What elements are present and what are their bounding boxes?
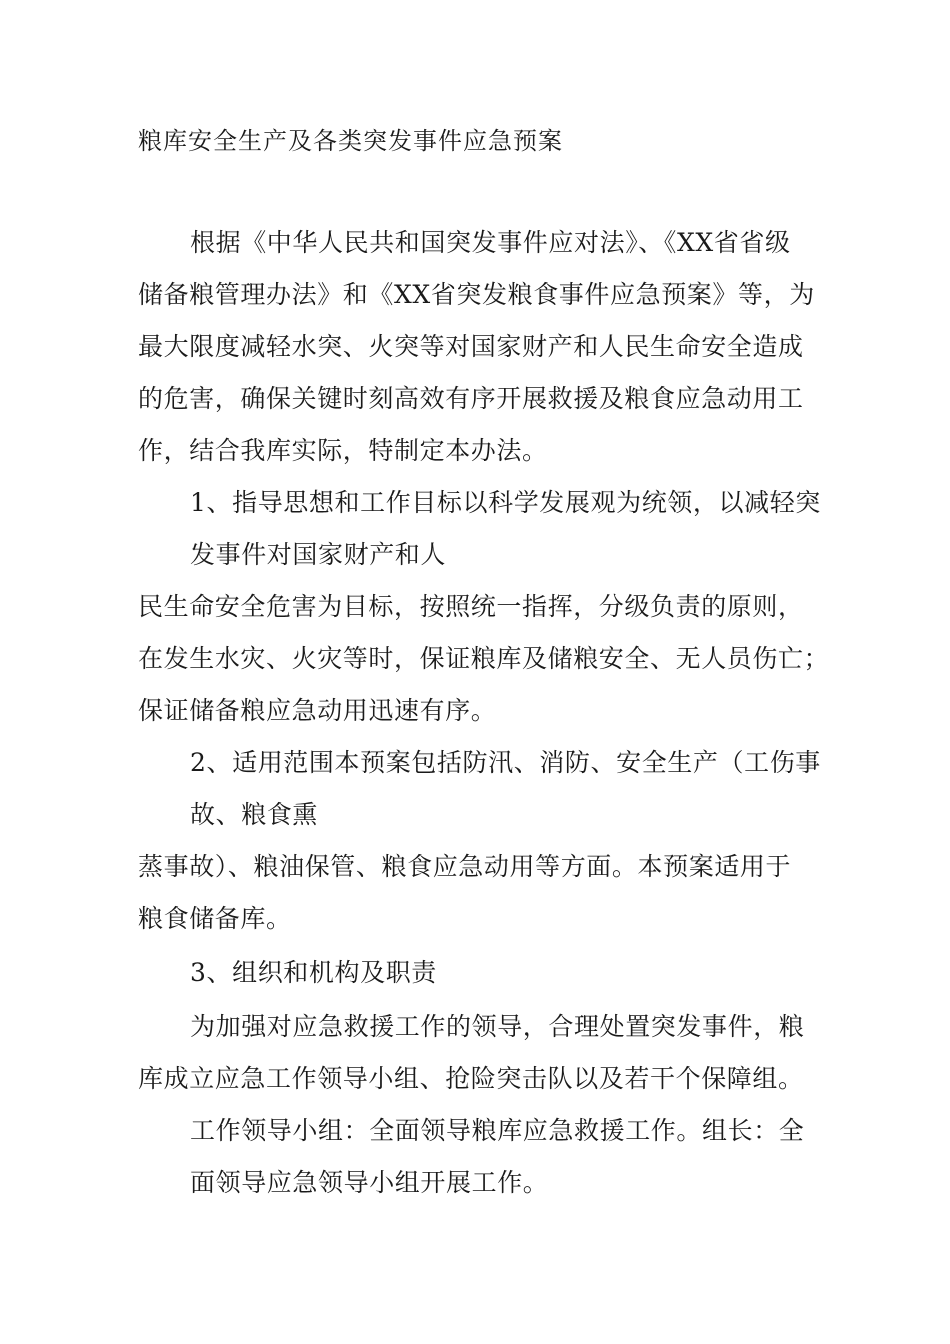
text-line: 根据《中华人民共和国突发事件应对法》、《XX省省级 — [190, 228, 791, 257]
text-line: 库成立应急工作领导小组、抢险突击队以及若干个保障组。 — [138, 1064, 804, 1093]
text-line: 为加强对应急救援工作的领导，合理处置突发事件，粮 — [190, 1012, 805, 1041]
text-line: 1、指导思想和工作目标以科学发展观为统领，以减轻突 — [190, 488, 821, 517]
document-title: 粮库安全生产及各类突发事件应急预案 — [138, 127, 563, 155]
text-line: 储备粮管理办法》和《XX省突发粮食事件应急预案》等，为 — [138, 280, 815, 309]
text-line: 蒸事故）、粮油保管、粮食应急动用等方面。本预案适用于 — [138, 852, 792, 881]
text-line: 的危害，确保关键时刻高效有序开展救援及粮食应急动用工 — [138, 384, 804, 413]
text-line: 发事件对国家财产和人 — [190, 540, 447, 569]
text-line: 3、组织和机构及职责 — [190, 958, 437, 987]
text-line: 2、适用范围本预案包括防汛、消防、安全生产（工伤事 — [190, 748, 821, 777]
text-line: 民生命安全危害为目标，按照统一指挥，分级负责的原则， — [138, 592, 804, 621]
text-line: 在发生水灾、火灾等时，保证粮库及储粮安全、无人员伤亡； — [138, 644, 830, 673]
text-line: 作，结合我库实际，特制定本办法。 — [138, 436, 548, 465]
text-line: 最大限度减轻水突、火突等对国家财产和人民生命安全造成 — [138, 332, 804, 361]
text-line: 工作领导小组：全面领导粮库应急救援工作。组长：全 — [190, 1116, 805, 1145]
text-line: 粮食储备库。 — [138, 904, 292, 933]
text-line: 故、粮食熏 — [190, 800, 319, 829]
text-line: 面领导应急领导小组开展工作。 — [190, 1168, 549, 1197]
text-line: 保证储备粮应急动用迅速有序。 — [138, 696, 497, 725]
